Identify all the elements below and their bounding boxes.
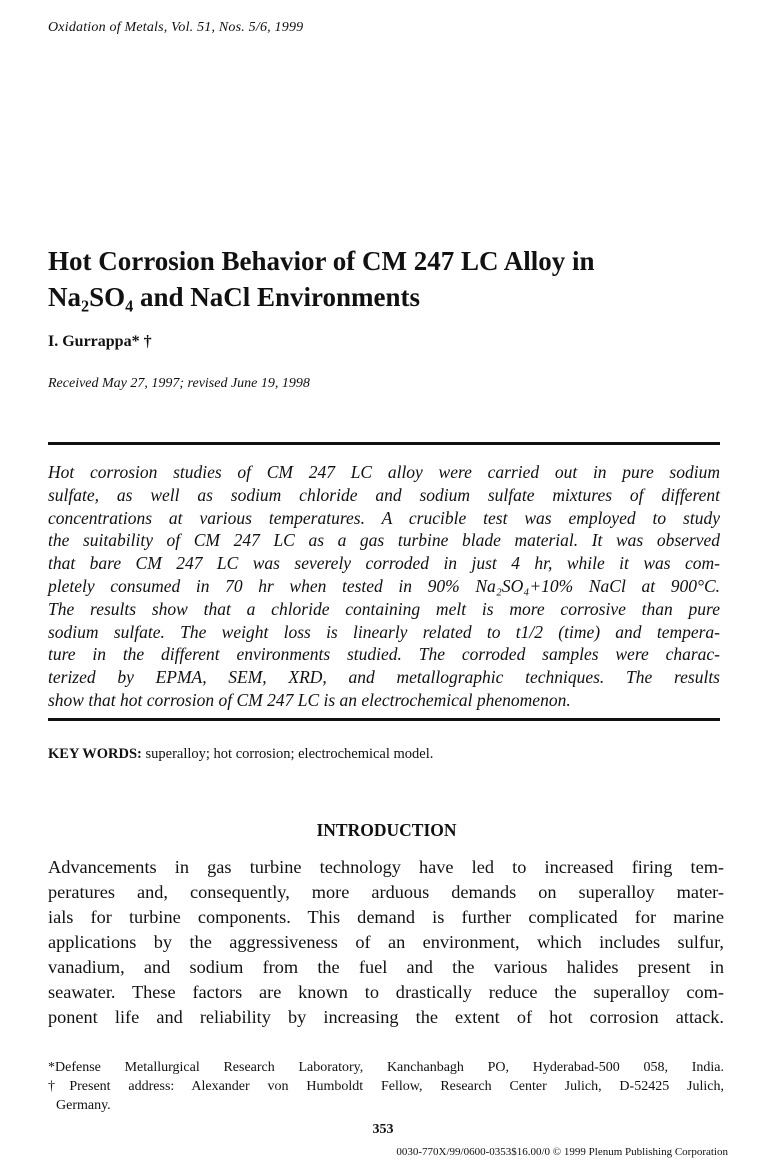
abstract-line: that bare CM 247 LC was severely corroded in just 4 hr, while it was com- (48, 553, 720, 574)
abstract-line: pletely consumed in 70 hr when tested in 90% Na₂SO₄+10% NaCl at 900°C. (48, 575, 720, 596)
introduction-line: ials for turbine components. This demand is further complicated for marine (48, 907, 724, 927)
keywords-text: superalloy; hot corrosion; electrochemical model. (141, 746, 434, 762)
abstract-line: terized by EPMA, SEM, XRD, and metallographic techniques. The results (48, 667, 720, 688)
introduction-line: seawater. These factors are known to drastically reduce the superalloy com- (48, 982, 724, 1002)
abstract-top-rule (48, 442, 720, 445)
abstract-line: sodium sulfate. The weight loss is linearly related to t1/2 (time) and tempera- (48, 621, 720, 642)
abstract-line: Hot corrosion studies of CM 247 LC alloy were carried out in pure sodium (48, 462, 720, 482)
abstract-line: ture in the different environments studied. The corroded samples were charac- (48, 644, 720, 665)
introduction-line: Advancements in gas turbine technology have led to increased firing tem- (48, 857, 724, 877)
footnote-present-address-continued: Germany. (56, 1098, 111, 1113)
abstract-line: the suitability of CM 247 LC as a gas turbine blade material. It was observed (48, 530, 720, 551)
introduction-line: vanadium, and sodium from the fuel and the various halides present in (48, 957, 724, 977)
keywords-label: KEY WORDS: (48, 746, 142, 762)
copyright-line: 0030-770X/99/0600-0353$16.00/0 © 1999 Plenum Publishing Corporation (396, 1146, 728, 1158)
abstract (48, 461, 720, 712)
footnote-affiliation: *Defense Metallurgical Research Laboratory, Kanchanbagh PO, Hyderabad-500 058, India. (48, 1060, 724, 1075)
author-line: I. Gurrappa* † (48, 333, 152, 350)
article-title-line-1: Hot Corrosion Behavior of CM 247 LC Alloy in (48, 246, 595, 276)
page-number: 353 (372, 1122, 394, 1137)
abstract-line: show that hot corrosion of CM 247 LC is an electrochemical phenomenon. (48, 689, 571, 710)
article-title-line-2: Na₂SO₄ and NaCl Environments (48, 282, 421, 312)
introduction-body (48, 855, 724, 1030)
journal-citation: Oxidation of Metals, Vol. 51, Nos. 5/6, 1999 (48, 20, 304, 35)
footnote-present-address: †Present address: Alexander von Humboldt Fellow, Research Center Julich, D-52425 Julich, (48, 1079, 724, 1094)
introduction-line: peratures and, consequently, more arduous demands on superalloy mater- (48, 882, 724, 902)
footnotes (48, 1058, 724, 1115)
introduction-heading: INTRODUCTION (316, 820, 457, 840)
abstract-line: sulfate, as well as sodium chloride and sodium sulfate mixtures of different (48, 484, 720, 505)
article-title (48, 243, 728, 315)
keywords (48, 746, 433, 763)
introduction-line: ponent life and reliability by increasing the extent of hot corrosion attack. (48, 1007, 724, 1027)
abstract-line: concentrations at various temperatures. A crucible test was employed to study (48, 507, 720, 528)
introduction-line: applications by the aggressiveness of an environment, which includes sulfur, (48, 932, 724, 952)
abstract-line: The results show that a chloride containing melt is more corrosive than pure (48, 598, 720, 619)
received-dates: Received May 27, 1997; revised June 19, 1998 (48, 376, 310, 391)
abstract-bottom-rule (48, 718, 720, 721)
